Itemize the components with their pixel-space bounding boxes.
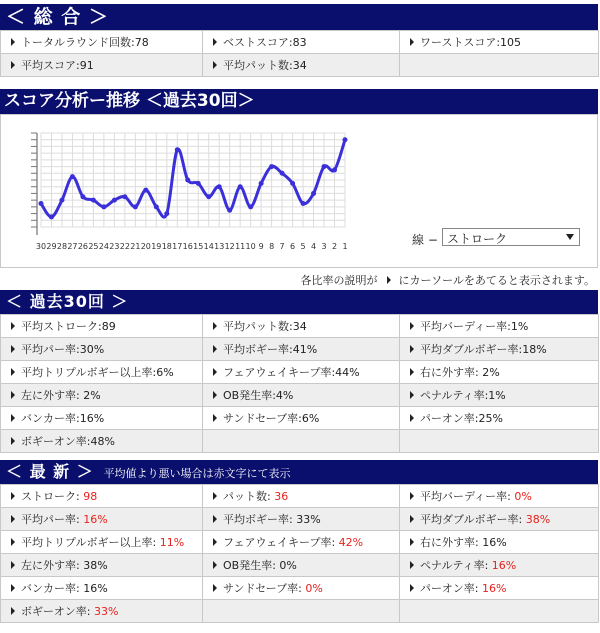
data-point [133,204,138,209]
x-tick-label: 5 [300,242,306,251]
stat-value: 38% [525,513,551,526]
summary-item-total-rounds[interactable]: トータルラウンド回数:78 [1,31,203,54]
data-point [217,184,222,189]
stat-value: 0% [305,582,323,595]
x-tick-label: 12 [224,242,235,251]
stat-label: ボギーオン率: [21,605,94,618]
pointer-icon [11,538,15,546]
latest-item[interactable] [1,531,203,554]
pointer-icon [410,368,414,376]
hover-note: 各比率の説明が にカーソールをあてると表示されます。 [300,274,595,287]
stat-label: 平均パー率: [21,513,84,526]
latest-item[interactable] [1,577,203,600]
pointer-icon [213,492,217,500]
latest-item[interactable] [203,577,400,600]
pointer-icon [410,414,414,422]
data-point [269,164,274,169]
pointer-icon [387,276,391,284]
stat-label: ペナルティ率: [420,559,492,572]
pointer-icon [410,584,414,592]
latest-item[interactable] [203,531,400,554]
x-tick-label: 4 [311,242,317,251]
stat-label: OB発生率: [223,559,280,572]
pointer-icon [11,38,15,46]
pointer-icon [410,345,414,353]
data-point [227,208,232,213]
pointer-icon [11,515,15,523]
stat-label: 平均パット数:34 [223,320,307,333]
stat-label: フェアウェイキープ率: [223,536,339,549]
past30-item[interactable] [203,315,400,338]
data-point [175,147,180,152]
pointer-icon [410,538,414,546]
latest-item[interactable] [400,554,599,577]
stat-label: バンカー率:16% [21,412,105,425]
pointer-icon [410,322,414,330]
data-point [196,181,201,186]
series-line-stroke [41,140,345,217]
pointer-icon [11,391,15,399]
past30-item[interactable] [203,338,400,361]
data-point [332,167,337,172]
pointer-icon [410,515,414,523]
stat-label: 平均ストローク:89 [21,320,116,333]
past30-item[interactable] [1,407,203,430]
stat-label: サンドセーブ率: [223,582,306,595]
score-trend-chart [5,117,365,257]
pointer-icon [11,345,15,353]
latest-item[interactable] [1,508,203,531]
pointer-icon [410,38,414,46]
stat-label: ボギーオン率:48% [21,435,115,448]
pointer-icon [213,38,217,46]
stat-label: 左に外す率: [21,559,84,572]
stat-label: 平均トリプルボギー以上率:6% [21,366,174,379]
latest-subtitle: 平均値より悪い場合は赤文字にて表示 [103,467,291,480]
data-point [39,201,44,206]
stat-value: 98 [83,490,98,503]
stat-label: パーオン率:25% [420,412,503,425]
x-tick-label: 8 [269,242,275,251]
data-point [185,178,190,183]
x-tick-label: 25 [88,242,99,251]
latest-item[interactable] [203,508,400,531]
past30-item[interactable] [400,361,599,384]
latest-item[interactable] [400,531,599,554]
stat-label: 右に外す率: 2% [420,366,500,379]
stat-label: 平均バーディー率: [420,490,515,503]
stat-label: サンドセーブ率:6% [223,412,320,425]
summary-item-worst-score[interactable]: ワーストスコア:105 [400,31,599,54]
latest-item[interactable] [1,485,203,508]
pointer-icon [213,61,217,69]
pointer-icon [410,492,414,500]
data-point [164,211,169,216]
data-point [206,194,211,199]
data-point [91,198,96,203]
past30-item[interactable] [1,338,203,361]
data-point [322,164,327,169]
data-point [290,181,295,186]
stat-value: 38% [83,559,108,572]
past30-item[interactable] [203,407,400,430]
past30-header [0,290,598,314]
latest-table [0,484,599,623]
x-tick-label: 6 [290,242,296,251]
latest-item[interactable] [1,600,203,623]
past30-item[interactable] [203,361,400,384]
data-point [59,198,64,203]
stat-label: 左に外す率: 2% [21,389,101,402]
summary-item-avg-putts[interactable]: 平均パット数:34 [203,54,400,77]
pointer-icon [410,391,414,399]
stat-value: 42% [338,536,364,549]
stat-label: 平均ダブルボギー率: [420,513,526,526]
pointer-icon [11,561,15,569]
data-point [154,204,159,209]
summary-item-best-score[interactable]: ベストスコア:83 [203,31,400,54]
data-point [122,194,127,199]
x-tick-label: 10 [245,242,256,251]
x-tick-label: 26 [77,242,89,251]
x-tick-label: 27 [67,242,78,251]
pointer-icon [11,61,15,69]
stat-value: 16% [83,582,108,595]
latest-item[interactable] [400,577,599,600]
line-select-label: 線 − [412,233,438,247]
data-point [280,171,285,176]
stat-label: パーオン率: [420,582,482,595]
data-point [311,191,316,196]
pointer-icon [213,414,217,422]
pointer-icon [213,584,217,592]
empty-cell [400,430,599,453]
stat-label: OB発生率:4% [223,389,294,402]
data-point [248,204,253,209]
stat-value: 16% [491,559,517,572]
past30-item[interactable] [400,384,599,407]
past30-item[interactable] [1,361,203,384]
x-tick-label: 14 [203,242,214,251]
pointer-icon [213,515,217,523]
stat-value: 16% [482,536,507,549]
x-tick-label: 17 [172,242,183,251]
stat-label: 平均トリプルボギー以上率: [21,536,160,549]
data-point [301,201,306,206]
past30-title: ＜ 過去30回 ＞ [6,292,129,311]
data-point [238,184,243,189]
x-tick-label: 19 [151,242,162,251]
x-tick-label: 30 [35,242,47,251]
x-tick-label: 28 [56,242,68,251]
past30-item[interactable] [400,338,599,361]
line-type-select-value: ストローク [447,232,508,246]
x-tick-label: 7 [279,242,285,251]
trend-header [0,89,598,114]
latest-title: ＜ 最 新 ＞ [6,462,94,481]
stat-label: ストローク: [21,490,84,503]
x-tick-label: 23 [109,242,120,251]
stat-value: 36 [274,490,289,503]
pointer-icon [11,437,15,445]
past30-table [0,314,599,453]
data-point [70,174,75,179]
empty-cell [203,600,400,623]
x-tick-label: 13 [214,242,225,251]
x-tick-label: 20 [140,242,151,251]
data-point [49,214,54,219]
stat-value: 33% [296,513,321,526]
stat-value: 0% [279,559,297,572]
past30-item[interactable] [400,315,599,338]
data-point [80,194,85,199]
pointer-icon [11,414,15,422]
past30-item[interactable] [1,430,203,453]
latest-item[interactable] [203,485,400,508]
stat-label: 右に外す率: [420,536,483,549]
x-tick-label: 22 [119,242,130,251]
stat-value: 0% [514,490,532,503]
data-point [101,204,106,209]
pointer-icon [213,561,217,569]
x-tick-label: 9 [258,242,264,251]
pointer-icon [11,368,15,376]
latest-item[interactable] [1,554,203,577]
past30-item[interactable] [1,384,203,407]
summary-item-avg-score[interactable]: 平均スコア:91 [1,54,203,77]
latest-item[interactable] [203,554,400,577]
past30-item[interactable] [1,315,203,338]
x-tick-label: 3 [321,242,327,251]
x-tick-label: 24 [98,242,109,251]
x-tick-label: 16 [182,242,193,251]
latest-item[interactable] [400,508,599,531]
stat-label: バンカー率: [21,582,84,595]
pointer-icon [11,584,15,592]
stat-value: 33% [93,605,119,618]
x-tick-label: 18 [161,242,172,251]
stat-label: 平均ボギー率:41% [223,343,318,356]
x-tick-label: 29 [46,242,57,251]
summary-table [0,30,599,77]
x-tick-label: 11 [235,242,246,251]
stat-label: 平均ボギー率: [223,513,297,526]
stat-value: 16% [481,582,507,595]
x-tick-label: 2 [331,242,338,251]
chevron-down-icon [566,234,574,240]
pointer-icon [213,322,217,330]
stat-label: パット数: [223,490,275,503]
pointer-icon [11,492,15,500]
latest-header [0,460,598,484]
pointer-icon [11,607,15,615]
summary-empty-cell [400,54,599,77]
pointer-icon [213,345,217,353]
past30-item[interactable] [400,407,599,430]
pointer-icon [213,368,217,376]
stat-label: 平均パー率:30% [21,343,105,356]
past30-item[interactable] [203,384,400,407]
latest-item[interactable] [400,485,599,508]
summary-header [0,4,598,30]
stat-value: 16% [83,513,108,526]
data-point [112,198,117,203]
pointer-icon [11,322,15,330]
data-point [143,188,148,193]
stat-label: 平均バーディー率:1% [420,320,529,333]
pointer-icon [213,391,217,399]
pointer-icon [410,561,414,569]
stat-value: 11% [159,536,185,549]
summary-title: ＜ 総 合 ＞ [6,6,109,28]
line-type-select[interactable] [442,228,580,246]
data-point [259,181,264,186]
empty-cell [400,600,599,623]
x-tick-label: 15 [193,242,204,251]
trend-title: スコア分析ー推移 ＜過去30回＞ [4,91,255,111]
data-point [343,137,348,142]
stat-label: フェアウェイキープ率:44% [223,366,360,379]
x-tick-label: 21 [130,242,141,251]
stat-label: ペナルティ率:1% [420,389,506,402]
empty-cell [203,430,400,453]
x-tick-label: 1 [342,242,348,251]
stat-label: 平均ダブルボギー率:18% [420,343,547,356]
pointer-icon [213,538,217,546]
